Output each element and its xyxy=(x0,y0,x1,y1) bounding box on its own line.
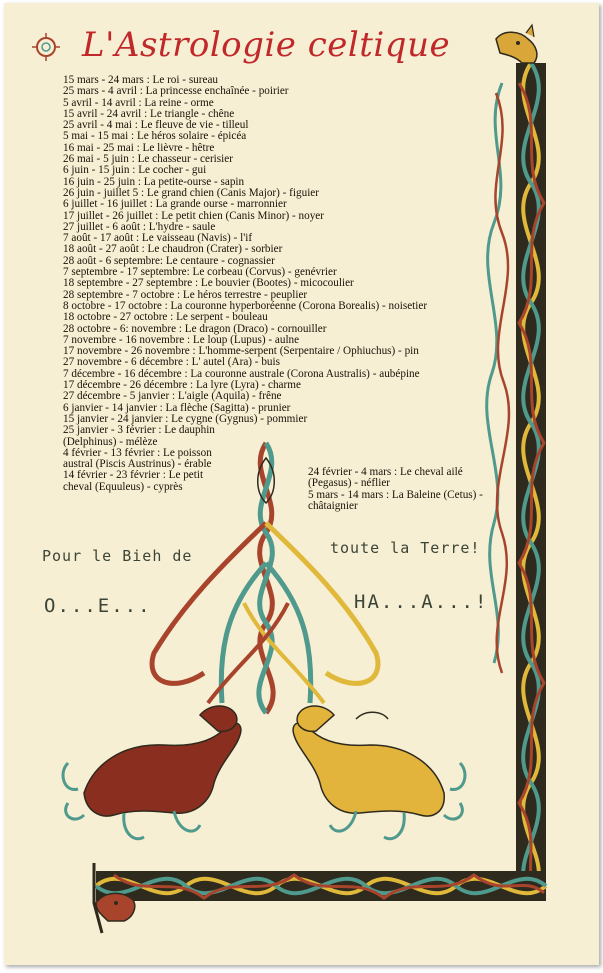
page xyxy=(4,3,599,965)
list-item: 16 juin - 25 juin : La petite-ourse - sapin xyxy=(63,175,245,188)
beast-right-icon xyxy=(293,706,465,839)
list-item: 18 septembre - 27 septembre : Le bouvier (Bootes) - micocoulier xyxy=(63,277,354,290)
list-item: 25 janvier - 3 février : Le dauphin (Delphinus) - mélèze xyxy=(63,424,215,448)
list-item: 27 novembre - 6 décembre : L' autel (Ara) - buis xyxy=(63,356,280,369)
list-item: 25 mars - 4 avril : La princesse enchaînée - poirier xyxy=(63,85,289,98)
list-item: 7 septembre - 17 septembre: Le corbeau (Corvus) - genévrier xyxy=(63,266,337,279)
list-item: 28 septembre - 7 octobre : Le héros terrestre - peuplier xyxy=(63,288,308,301)
list-item: 7 décembre - 16 décembre : La couronne australe (Corona Australis) - aubépine xyxy=(63,367,420,380)
bottom-border-knot xyxy=(96,871,546,901)
list-item: 5 avril - 14 avril : La reine - orme xyxy=(63,96,214,109)
list-item: 27 décembre - 5 janvier : L'aigle (Aquila) - frêne xyxy=(63,390,282,403)
list-item: 26 mai - 5 juin : Le chasseur - cerisier xyxy=(63,153,233,166)
list-item: 18 août - 27 août : Le chaudron (Crater) - sorbier xyxy=(63,243,283,256)
right-border-knot xyxy=(516,63,546,893)
zodiac-list-right xyxy=(308,467,498,512)
list-item: 4 février - 13 février : Le poisson austral (Piscis Austrinus) - érable xyxy=(63,446,212,471)
list-item: 24 février - 4 mars : Le cheval ailé (Pegasus) - néflier xyxy=(308,466,463,490)
list-item: 28 août - 6 septembre: Le centaure - cognassier xyxy=(63,254,275,267)
list-item: 5 mars - 14 mars : La Baleine (Cetus) - châtaignier xyxy=(308,488,483,512)
list-item: 15 janvier - 24 janvier : Le cygne (Gygnus) - pommier xyxy=(63,412,308,425)
dog-head-bottom-icon xyxy=(96,893,135,921)
list-item: 16 mai - 25 mai : Le lièvre - hêtre xyxy=(63,141,215,154)
handwriting-right-line: toute la Terre! xyxy=(330,539,481,557)
list-item: 15 mars - 24 mars : Le roi - sureau xyxy=(63,74,219,86)
list-item: 5 mai - 15 mai : Le héros solaire - épicéa xyxy=(63,130,247,143)
list-item: 25 avril - 4 mai : Le fleuve de vie - tilleul xyxy=(63,119,249,132)
list-item: 17 juillet - 26 juillet : Le petit chien (Canis Minor) - noyer xyxy=(63,209,324,222)
list-item: 17 décembre - 26 décembre : La lyre (Lyra) - charme xyxy=(63,379,301,392)
corner-knot-icon xyxy=(32,33,60,61)
list-item: 15 avril - 24 avril : Le triangle - chêne xyxy=(63,107,235,120)
list-item: 17 novembre - 26 novembre : L'homme-serpent (Serpentaire / Ophiuchus) - pin xyxy=(63,345,419,358)
list-item: 27 juillet - 6 août : L'hydre - saule xyxy=(63,220,216,233)
list-item: 6 janvier - 14 janvier : La flèche (Sagitta) - prunier xyxy=(63,401,291,414)
inner-knot-column xyxy=(487,83,509,673)
list-item: 8 octobre - 17 octobre : La couronne hyperboréenne (Corona Borealis) - noisetier xyxy=(63,299,428,312)
dog-head-icon xyxy=(496,25,537,63)
zodiac-list xyxy=(63,75,483,493)
handwriting-left-line: Pour le Bieh de xyxy=(42,547,193,565)
list-item: 6 juin - 15 juin : Le cocher - gui xyxy=(63,164,207,177)
list-item: 6 juillet - 16 juillet : La grande ourse - marronnier xyxy=(63,198,287,211)
handwriting-left-call: O...E... xyxy=(44,595,152,617)
page-title: L'Astrologie celtique xyxy=(82,25,451,65)
beast-left-icon xyxy=(63,706,241,839)
list-item: 14 février - 23 février : Le petit cheval (Equuleus) - cyprès xyxy=(63,469,204,493)
list-item: 18 octobre - 27 octobre : Le serpent - bouleau xyxy=(63,311,268,324)
list-item: 7 août - 17 août : Le vaisseau (Navis) - l'if xyxy=(63,232,253,245)
list-item: 26 juin - juillet 5 : Le grand chien (Canis Major) - figuier xyxy=(63,186,320,199)
list-item: 28 octobre - 6: novembre : Le dragon (Draco) - cornouiller xyxy=(63,322,327,335)
list-item: 7 novembre - 16 novembre : Le loup (Lupus) - aulne xyxy=(63,333,300,346)
handwriting-right-call: HA...A...! xyxy=(354,591,489,613)
